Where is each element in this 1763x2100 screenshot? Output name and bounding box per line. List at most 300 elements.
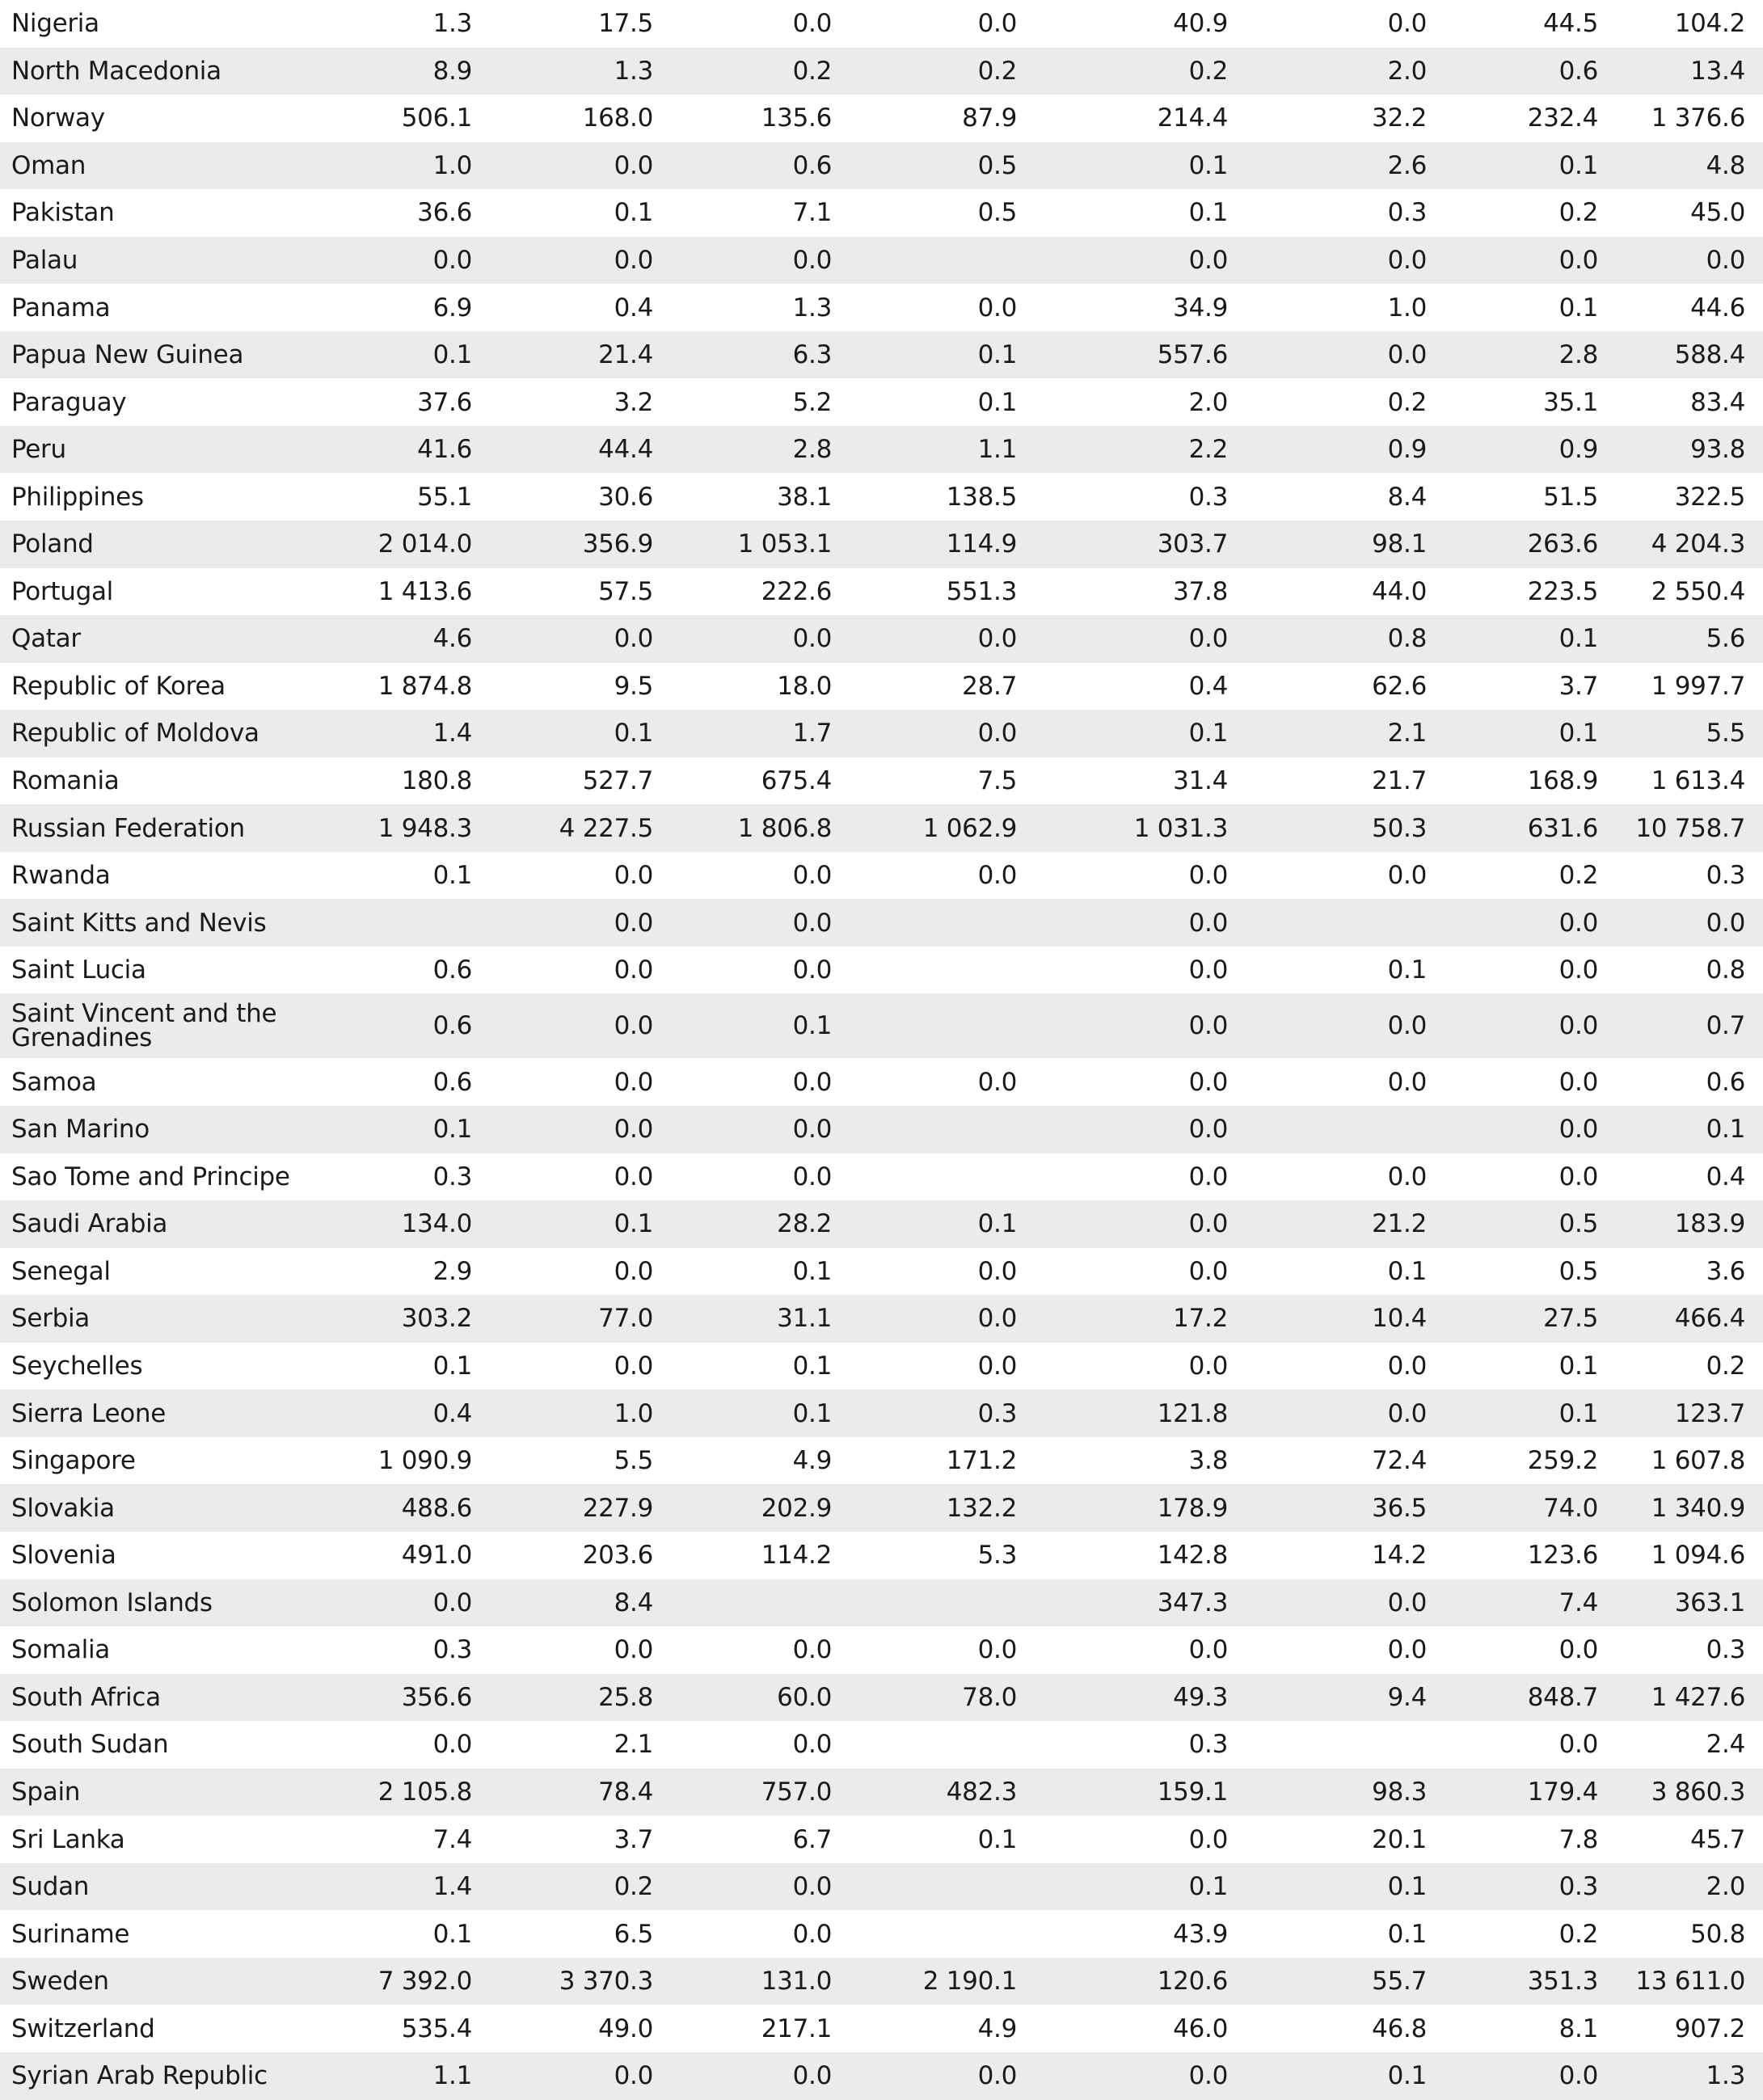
value-cell-col-6: 0.3: [1387, 198, 1427, 228]
value-cell-col-5: 0.0: [1035, 1106, 1246, 1153]
value-cell-col-2: 1.0: [490, 1389, 671, 1437]
country-name-cell: Nigeria: [11, 9, 99, 39]
value-cell-col-8: 3 860.3: [1616, 1769, 1763, 1816]
table-row: [0, 663, 1763, 711]
value-cell-col-5: 34.9: [1173, 293, 1228, 323]
value-cell-col-8: 1 997.7: [1651, 671, 1745, 701]
country-name-cell: Syrian Arab Republic: [0, 2052, 307, 2100]
value-cell-col-6: 32.2: [1372, 103, 1427, 133]
value-cell-col-8: 2.0: [1616, 1863, 1763, 1911]
value-cell-col-2: 4 227.5: [490, 804, 671, 852]
value-cell-col-7: 351.3: [1445, 1958, 1616, 2005]
value-cell-col-6: 62.6: [1372, 671, 1427, 701]
table-row: [0, 331, 1763, 379]
table-row: [0, 1484, 1763, 1532]
table-row: [0, 1437, 1763, 1485]
value-cell-col-4: 138.5: [946, 482, 1017, 512]
value-cell-col-1: 2.9: [432, 1256, 472, 1286]
value-cell-col-1: 0.4: [307, 1389, 490, 1437]
country-name-cell: San Marino: [0, 1106, 307, 1153]
value-cell-col-2: 0.0: [614, 1352, 653, 1381]
value-cell-col-5: 0.3: [1188, 1730, 1228, 1760]
country-name-cell: Pakistan: [11, 198, 115, 228]
value-cell-col-5: 0.0: [1035, 1200, 1246, 1248]
country-name-cell: Papua New Guinea: [0, 331, 307, 379]
country-name-cell: Norway: [11, 103, 105, 133]
value-cell-col-1: 1.1: [307, 2052, 490, 2100]
value-cell-col-8: 1 376.6: [1651, 103, 1745, 133]
value-cell-col-1: 2 105.8: [307, 1769, 490, 1816]
value-cell-col-1: 0.0: [307, 237, 490, 285]
value-cell-col-7: 0.6: [1445, 48, 1616, 95]
country-name-cell: Poland: [0, 521, 307, 568]
value-cell-col-3: 0.0: [792, 1635, 832, 1665]
value-cell-col-8: 45.7: [1690, 1824, 1745, 1854]
value-cell-col-3: 202.9: [671, 1484, 850, 1532]
value-cell-col-7: 3.7: [1558, 671, 1598, 701]
value-cell-col-6: 0.0: [1246, 331, 1445, 379]
table-row: [0, 378, 1763, 426]
value-cell-col-5: 2.2: [1035, 426, 1246, 474]
value-cell-col-3: 0.0: [792, 1162, 832, 1191]
country-name-cell: Panama: [11, 293, 111, 323]
value-cell-col-1: 0.1: [432, 861, 472, 891]
value-cell-col-4: 0.5: [850, 142, 1035, 190]
value-cell-col-2: 0.0: [614, 1635, 653, 1665]
value-cell-col-1: 8.9: [307, 48, 490, 95]
value-cell-col-3: 2.8: [671, 426, 850, 474]
table-row: [0, 757, 1763, 805]
table-row: [0, 804, 1763, 852]
value-cell-col-4: 0.0: [977, 1352, 1017, 1381]
value-cell-col-8: 4 204.3: [1616, 521, 1763, 568]
value-cell-col-3: 0.6: [671, 142, 850, 190]
country-name-cell: Paraguay: [11, 387, 127, 417]
value-cell-col-5: 0.1: [1188, 198, 1228, 228]
value-cell-col-3: 7.1: [792, 198, 832, 228]
value-cell-col-8: 907.2: [1674, 2014, 1745, 2043]
country-name-cell: Philippines: [11, 482, 144, 512]
value-cell-col-1: 0.6: [307, 993, 490, 1058]
value-cell-col-8: 5.5: [1616, 710, 1763, 757]
value-cell-col-6: 2.6: [1246, 142, 1445, 190]
value-cell-col-8: 588.4: [1616, 331, 1763, 379]
country-name-cell: Samoa: [11, 1067, 97, 1097]
table-row: [0, 1626, 1763, 1674]
value-cell-col-1: 7 392.0: [307, 1958, 490, 2005]
value-cell-col-7: 0.1: [1445, 1389, 1616, 1437]
value-cell-col-1: 0.1: [307, 1106, 490, 1153]
value-cell-col-1: 491.0: [401, 1541, 472, 1571]
value-cell-col-8: 0.2: [1706, 1352, 1745, 1381]
value-cell-col-6: 21.7: [1372, 766, 1427, 796]
country-name-cell: Saint Lucia: [11, 955, 146, 985]
value-cell-col-5: 0.0: [1188, 1256, 1228, 1286]
country-name-cell: North Macedonia: [0, 48, 307, 95]
value-cell-col-2: 44.4: [490, 426, 671, 474]
country-name-cell: Slovakia: [0, 1484, 307, 1532]
table-row: [0, 1106, 1763, 1153]
value-cell-col-3: 6.7: [792, 1824, 832, 1854]
value-cell-col-4: [850, 1579, 1035, 1627]
value-cell-col-1: [307, 899, 490, 947]
value-cell-col-2: 0.1: [490, 710, 671, 757]
value-cell-col-4: 0.0: [977, 861, 1017, 891]
value-cell-col-4: 4.9: [977, 2014, 1017, 2043]
value-cell-col-7: 0.1: [1558, 1352, 1598, 1381]
value-cell-col-8: 1 340.9: [1616, 1484, 1763, 1532]
value-cell-col-6: 98.3: [1246, 1769, 1445, 1816]
table-row: [0, 1058, 1763, 1106]
value-cell-col-6: 0.1: [1387, 1919, 1427, 1949]
value-cell-col-1: 134.0: [307, 1200, 490, 1248]
value-cell-col-2: 0.0: [490, 615, 671, 663]
value-cell-col-6: 0.9: [1246, 426, 1445, 474]
value-cell-col-8: 363.1: [1616, 1579, 1763, 1627]
value-cell-col-2: 0.0: [614, 861, 653, 891]
value-cell-col-8: 0.3: [1706, 1635, 1745, 1665]
value-cell-col-7: 0.5: [1445, 1200, 1616, 1248]
value-cell-col-8: 4.8: [1616, 142, 1763, 190]
country-name-cell: Rwanda: [11, 861, 111, 891]
table-row: [0, 2052, 1763, 2100]
value-cell-col-8: 5.6: [1616, 615, 1763, 663]
country-name-cell: Senegal: [11, 1256, 111, 1286]
value-cell-col-4: 78.0: [850, 1674, 1035, 1722]
country-name-cell: Sudan: [0, 1863, 307, 1911]
value-cell-col-3: 0.0: [792, 9, 832, 39]
value-cell-col-8: 45.0: [1690, 198, 1745, 228]
value-cell-col-3: 0.0: [671, 2052, 850, 2100]
value-cell-col-4: 0.0: [850, 710, 1035, 757]
country-name-cell: Sao Tome and Principe: [11, 1162, 290, 1191]
value-cell-col-7: 0.0: [1445, 899, 1616, 947]
value-cell-col-2: 3.2: [614, 387, 653, 417]
value-cell-col-6: 0.1: [1246, 1863, 1445, 1911]
value-cell-col-1: 7.4: [432, 1824, 472, 1854]
value-cell-col-1: 41.6: [307, 426, 490, 474]
value-cell-col-3: 0.0: [671, 1863, 850, 1911]
value-cell-col-4: 551.3: [946, 576, 1017, 606]
value-cell-col-6: 20.1: [1372, 1824, 1427, 1854]
value-cell-col-3: 0.0: [792, 1067, 832, 1097]
value-cell-col-4: 0.2: [850, 48, 1035, 95]
value-cell-col-2: 57.5: [598, 576, 653, 606]
value-cell-col-5: 0.0: [1188, 1824, 1228, 1854]
value-cell-col-4: [850, 1721, 1035, 1769]
value-cell-col-8: 0.4: [1706, 1162, 1745, 1191]
country-name-cell: Peru: [0, 426, 307, 474]
value-cell-col-5: 43.9: [1173, 1919, 1228, 1949]
table-row: [0, 142, 1763, 190]
value-cell-col-6: 2.1: [1246, 710, 1445, 757]
value-cell-col-6: 36.5: [1246, 1484, 1445, 1532]
value-cell-col-8: 0.8: [1706, 955, 1745, 985]
value-cell-col-2: 3 370.3: [490, 1958, 671, 2005]
value-cell-col-5: 0.0: [1035, 2052, 1246, 2100]
country-name-cell: Russian Federation: [0, 804, 307, 852]
value-cell-col-2: 0.0: [490, 993, 671, 1058]
table-row: [0, 1910, 1763, 1958]
value-cell-col-2: 30.6: [598, 482, 653, 512]
country-name-cell: Romania: [11, 766, 120, 796]
value-cell-col-3: 0.1: [671, 993, 850, 1058]
value-cell-col-4: 482.3: [850, 1769, 1035, 1816]
value-cell-col-4: 0.0: [850, 2052, 1035, 2100]
value-cell-col-3: 0.1: [671, 1389, 850, 1437]
value-cell-col-7: 0.0: [1558, 1067, 1598, 1097]
value-cell-col-2: 0.0: [490, 2052, 671, 2100]
value-cell-col-1: 1.4: [307, 710, 490, 757]
table-row: [0, 0, 1763, 48]
country-name-cell: Qatar: [0, 615, 307, 663]
value-cell-col-1: 0.3: [432, 1635, 472, 1665]
value-cell-col-1: 37.6: [417, 387, 472, 417]
value-cell-col-6: 0.1: [1246, 2052, 1445, 2100]
value-cell-col-5: 0.1: [1035, 1863, 1246, 1911]
value-cell-col-7: 0.0: [1558, 1162, 1598, 1191]
value-cell-col-7: 0.0: [1445, 993, 1616, 1058]
value-cell-col-3: 757.0: [671, 1769, 850, 1816]
value-cell-col-8: 2.4: [1706, 1730, 1745, 1760]
value-cell-col-5: 347.3: [1035, 1579, 1246, 1627]
value-cell-col-8: 183.9: [1616, 1200, 1763, 1248]
value-cell-col-3: 217.1: [761, 2014, 832, 2043]
value-cell-col-7: 0.0: [1558, 1635, 1598, 1665]
value-cell-col-7: 631.6: [1445, 804, 1616, 852]
value-cell-col-4: 0.1: [977, 1824, 1017, 1854]
value-cell-col-3: 5.2: [792, 387, 832, 417]
value-cell-col-2: 0.0: [614, 1256, 653, 1286]
value-cell-col-5: 121.8: [1035, 1389, 1246, 1437]
value-cell-col-6: 1.0: [1387, 293, 1427, 323]
value-cell-col-6: 44.0: [1372, 576, 1427, 606]
country-name-cell: Sweden: [0, 1958, 307, 2005]
value-cell-col-2: 203.6: [582, 1541, 653, 1571]
value-cell-col-4: 28.7: [962, 671, 1017, 701]
value-cell-col-7: 0.1: [1558, 293, 1598, 323]
table-row: [0, 1674, 1763, 1722]
value-cell-col-8: 0.6: [1706, 1067, 1745, 1097]
country-name-cell: Suriname: [11, 1919, 130, 1949]
value-cell-col-4: 0.0: [977, 1067, 1017, 1097]
value-cell-col-3: 0.1: [792, 1352, 832, 1381]
value-cell-col-3: 0.0: [671, 237, 850, 285]
value-cell-col-4: 0.0: [977, 293, 1017, 323]
value-cell-col-4: 1.1: [850, 426, 1035, 474]
value-cell-col-1: 303.2: [307, 1295, 490, 1343]
value-cell-col-4: 0.3: [850, 1389, 1035, 1437]
value-cell-col-6: 0.0: [1246, 1579, 1445, 1627]
country-name-cell: Somalia: [11, 1635, 110, 1665]
value-cell-col-2: 78.4: [490, 1769, 671, 1816]
table-row: [0, 1295, 1763, 1343]
value-cell-col-4: 0.0: [850, 615, 1035, 663]
value-cell-col-8: 1.3: [1616, 2052, 1763, 2100]
value-cell-col-8: 0.7: [1616, 993, 1763, 1058]
country-name-cell: Seychelles: [11, 1352, 143, 1381]
value-cell-col-4: [850, 237, 1035, 285]
country-name-cell: Slovenia: [11, 1541, 116, 1571]
table-row: [0, 1579, 1763, 1627]
value-cell-col-5: 40.9: [1173, 9, 1228, 39]
value-cell-col-2: 25.8: [490, 1674, 671, 1722]
table-row: [0, 1815, 1763, 1863]
value-cell-col-7: 8.1: [1558, 2014, 1598, 2043]
value-cell-col-3: 0.0: [671, 899, 850, 947]
country-name-cell: Sierra Leone: [0, 1389, 307, 1437]
value-cell-col-6: 0.8: [1246, 615, 1445, 663]
value-cell-col-8: 13.4: [1616, 48, 1763, 95]
value-cell-col-5: 0.0: [1188, 1067, 1228, 1097]
value-cell-col-2: 0.2: [490, 1863, 671, 1911]
value-cell-col-7: 0.1: [1445, 142, 1616, 190]
value-cell-col-2: 0.4: [614, 293, 653, 323]
value-cell-col-2: 0.0: [490, 142, 671, 190]
value-cell-col-6: 0.0: [1387, 9, 1427, 39]
value-cell-col-3: 0.0: [671, 615, 850, 663]
value-cell-col-1: 506.1: [401, 103, 472, 133]
value-cell-col-4: [850, 899, 1035, 947]
value-cell-col-4: [850, 1863, 1035, 1911]
value-cell-col-6: 0.0: [1387, 1067, 1427, 1097]
value-cell-col-6: [1246, 1106, 1445, 1153]
value-cell-col-3: 60.0: [671, 1674, 850, 1722]
value-cell-col-6: 55.7: [1246, 1958, 1445, 2005]
value-cell-col-4: 0.1: [850, 1200, 1035, 1248]
value-cell-col-4: 0.5: [977, 198, 1017, 228]
value-cell-col-2: 0.1: [490, 1200, 671, 1248]
table-row: [0, 852, 1763, 900]
value-cell-col-7: 27.5: [1445, 1295, 1616, 1343]
value-cell-col-2: 6.5: [614, 1919, 653, 1949]
value-cell-col-7: 263.6: [1445, 521, 1616, 568]
value-cell-col-8: 1 427.6: [1616, 1674, 1763, 1722]
value-cell-col-6: 0.0: [1387, 861, 1427, 891]
table-row: [0, 1958, 1763, 2005]
country-name-cell: South Sudan: [11, 1730, 169, 1760]
table-row: [0, 95, 1763, 142]
value-cell-col-6: 10.4: [1246, 1295, 1445, 1343]
value-cell-col-7: 0.1: [1445, 615, 1616, 663]
value-cell-col-8: 1 607.8: [1651, 1446, 1745, 1476]
value-cell-col-3: 0.1: [792, 1256, 832, 1286]
value-cell-col-5: 0.0: [1188, 861, 1228, 891]
value-cell-col-4: 132.2: [850, 1484, 1035, 1532]
value-cell-col-1: 488.6: [307, 1484, 490, 1532]
value-cell-col-1: 0.6: [432, 1067, 472, 1097]
value-cell-col-1: 1 874.8: [377, 671, 472, 701]
value-cell-col-7: 0.9: [1445, 426, 1616, 474]
value-cell-col-7: 0.0: [1445, 237, 1616, 285]
value-cell-col-3: [671, 1579, 850, 1627]
value-cell-col-6: 0.2: [1387, 387, 1427, 417]
table-row: [0, 1153, 1763, 1201]
value-cell-col-7: 0.0: [1558, 955, 1598, 985]
value-cell-col-3: 0.0: [792, 1919, 832, 1949]
value-cell-col-6: 0.0: [1246, 993, 1445, 1058]
value-cell-col-5: 0.0: [1188, 1162, 1228, 1191]
value-cell-col-6: 46.8: [1372, 2014, 1427, 2043]
value-cell-col-5: 2.0: [1188, 387, 1228, 417]
value-cell-col-7: 0.2: [1558, 861, 1598, 891]
value-cell-col-1: 1 413.6: [377, 576, 472, 606]
value-cell-col-5: 0.0: [1188, 955, 1228, 985]
value-cell-col-3: 1.3: [792, 293, 832, 323]
value-cell-col-3: 38.1: [777, 482, 832, 512]
value-cell-col-7: 0.0: [1445, 2052, 1616, 2100]
value-cell-col-6: 0.0: [1246, 237, 1445, 285]
value-cell-col-7: 223.5: [1527, 576, 1598, 606]
value-cell-col-5: 142.8: [1157, 1541, 1228, 1571]
table-row: [0, 1721, 1763, 1769]
value-cell-col-3: 0.0: [792, 1730, 832, 1760]
value-cell-col-7: 168.9: [1527, 766, 1598, 796]
value-cell-col-8: 93.8: [1616, 426, 1763, 474]
value-cell-col-6: 21.2: [1246, 1200, 1445, 1248]
value-cell-col-5: 49.3: [1035, 1674, 1246, 1722]
value-cell-col-8: 104.2: [1674, 9, 1745, 39]
table-row: [0, 189, 1763, 237]
value-cell-col-3: 31.1: [671, 1295, 850, 1343]
value-cell-col-7: 0.2: [1558, 198, 1598, 228]
value-cell-col-2: 8.4: [490, 1579, 671, 1627]
value-cell-col-6: 50.3: [1246, 804, 1445, 852]
value-cell-col-2: 0.0: [614, 1162, 653, 1191]
value-cell-col-1: 0.1: [432, 1919, 472, 1949]
value-cell-col-4: [850, 993, 1035, 1058]
value-cell-col-4: 0.1: [850, 331, 1035, 379]
value-cell-col-2: 168.0: [582, 103, 653, 133]
value-cell-col-8: 466.4: [1616, 1295, 1763, 1343]
value-cell-col-8: 1 613.4: [1651, 766, 1745, 796]
value-cell-col-2: 0.0: [614, 1067, 653, 1097]
value-cell-col-2: 527.7: [582, 766, 653, 796]
value-cell-col-1: 0.1: [432, 1352, 472, 1381]
value-cell-col-5: 0.2: [1035, 48, 1246, 95]
value-cell-col-6: 72.4: [1372, 1446, 1427, 1476]
table-row: [0, 1863, 1763, 1911]
value-cell-col-2: 9.5: [614, 671, 653, 701]
value-cell-col-5: 0.0: [1035, 899, 1246, 947]
value-cell-col-1: 55.1: [417, 482, 472, 512]
table-row: [0, 426, 1763, 474]
value-cell-col-4: 0.0: [850, 1295, 1035, 1343]
table-row: [0, 568, 1763, 616]
value-cell-col-5: 0.0: [1035, 237, 1246, 285]
value-cell-col-5: 0.0: [1035, 615, 1246, 663]
value-cell-col-1: 180.8: [401, 766, 472, 796]
value-cell-col-5: 1 031.3: [1035, 804, 1246, 852]
value-cell-col-2: 2.1: [614, 1730, 653, 1760]
value-cell-col-4: 171.2: [946, 1446, 1017, 1476]
value-cell-col-2: 0.0: [490, 1106, 671, 1153]
value-cell-col-2: 0.1: [614, 198, 653, 228]
country-name-cell: Oman: [0, 142, 307, 190]
value-cell-col-1: 1.4: [307, 1863, 490, 1911]
table-row: [0, 710, 1763, 757]
value-cell-col-8: 2 550.4: [1651, 576, 1745, 606]
value-cell-col-5: 0.1: [1035, 710, 1246, 757]
value-cell-col-1: 36.6: [417, 198, 472, 228]
country-name-cell: Republic of Korea: [11, 671, 226, 701]
value-cell-col-8: 83.4: [1690, 387, 1745, 417]
value-cell-col-3: 0.0: [792, 955, 832, 985]
value-cell-col-6: 0.0: [1387, 1352, 1427, 1381]
table-row: [0, 521, 1763, 568]
table-row: [0, 48, 1763, 95]
value-cell-col-7: 0.3: [1445, 1863, 1616, 1911]
